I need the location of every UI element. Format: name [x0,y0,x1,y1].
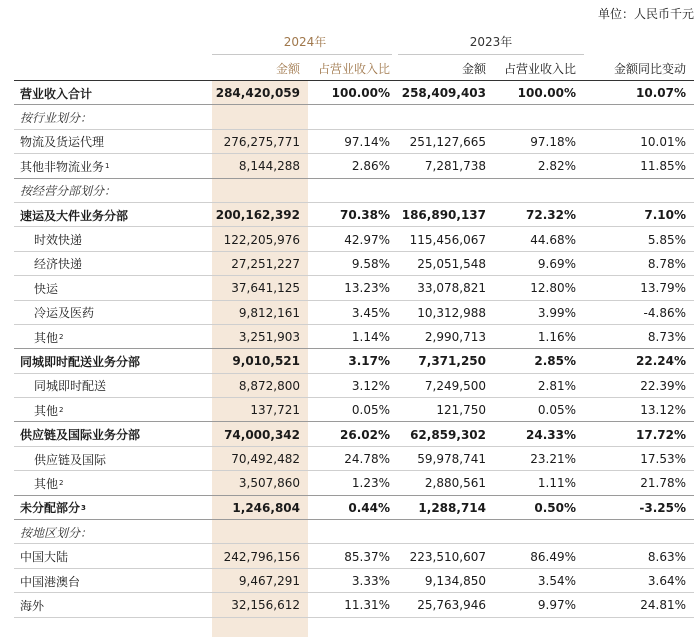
yoy-change-cell: -3.25% [639,500,686,515]
share-2024-cell: 9.58% [351,256,390,271]
table-row [14,154,694,178]
row-label-text: 同城即时配送业务分部 [20,354,141,369]
table-row [14,276,694,300]
share-2023-cell: 24.33% [526,427,576,442]
amount-2024-cell: 3,507,860 [238,476,300,491]
row-label-text: 其他 [34,403,59,418]
table-row [14,374,694,398]
row-label-text: 营业收入合计 [20,86,93,101]
amount-2024-cell: 200,162,392 [215,208,300,223]
share-2024-cell: 0.44% [348,500,390,515]
amount-2024-cell: 9,467,291 [238,574,300,588]
row-label-text: 供应链及国际业务分部 [20,428,141,443]
row-label-text: 时效快递 [34,233,83,248]
row-label [14,203,212,227]
yoy-change-cell: -4.86% [643,305,686,320]
share-2024-cell: 100.00% [331,86,390,101]
row-label [14,544,212,568]
row-label-text: 快运 [34,281,59,296]
amount-2024-cell: 8,144,288 [238,159,300,174]
table-row [14,520,694,544]
table-row [14,569,694,593]
share-2024-cell: 11.31% [344,598,390,613]
amount-2023-cell: 2,880,561 [424,476,486,491]
row-label-text: 其他非物流业务 [20,159,105,174]
yoy-change-cell: 22.39% [640,378,686,393]
row-label [14,105,212,129]
row-label [14,252,212,276]
share-2023-cell: 9.97% [537,598,576,613]
yoy-change-cell [584,105,694,129]
yoy-change-cell: 10.07% [636,86,686,101]
share-2023-cell: 1.11% [537,476,576,491]
table-row [14,447,694,471]
share-2024-cell: 1.23% [351,476,390,491]
amount-2023-cell: 7,281,738 [424,159,486,174]
row-label-text: 经济快递 [34,257,83,272]
row-label-text: 海外 [20,598,45,613]
amount-2023-cell: 2,990,713 [424,330,486,345]
amount-2024-cell: 27,251,227 [231,256,300,271]
yoy-change-cell: 22.24% [636,354,686,369]
amount-2023-cell: 186,890,137 [401,208,486,223]
share-2023-cell: 44.68% [530,232,576,247]
col-header-yoy: 金额同比变动 [613,61,686,76]
amount-2023-cell: 121,750 [436,403,486,418]
table-row [14,398,694,422]
col-header-share-2024: 占营业收入比 [317,61,390,76]
yoy-change-cell: 8.78% [647,256,686,271]
yoy-change-cell: 7.10% [644,208,686,223]
amount-2024-cell [212,179,308,203]
share-2023-cell: 2.82% [537,159,576,174]
amount-2023-cell: 251,127,665 [409,134,486,149]
amount-2024-cell: 9,010,521 [232,354,300,369]
row-label: 其他 2 [34,403,64,418]
table-row [14,105,694,129]
share-2024-cell [308,179,398,203]
amount-2024-cell: 8,872,800 [238,378,300,393]
amount-2023-cell: 33,078,821 [417,281,486,296]
share-2024-cell: 1.14% [351,330,390,345]
share-2024-cell: 97.14% [344,134,390,149]
yoy-change-cell: 10.01% [640,134,686,149]
yoy-change-cell: 13.79% [640,281,686,296]
share-2024-cell [308,520,398,544]
table-row [14,325,694,349]
table-row [14,349,694,373]
row-label: 其他非物流业务 1 [20,159,110,174]
row-label: 未分配部分 3 [20,501,86,516]
amount-2024-cell: 276,275,771 [223,134,300,149]
amount-2023-cell: 115,456,067 [409,232,486,247]
table-row [14,544,694,568]
amount-2024-cell: 74,000,342 [224,427,300,442]
share-2023-cell: 2.85% [534,354,576,369]
yoy-change-cell [584,520,694,544]
table-row [14,203,694,227]
share-2024-cell: 3.17% [348,354,390,369]
amount-2023-cell [398,179,494,203]
table-row [14,593,694,617]
yoy-change-cell: 5.85% [647,232,686,247]
share-2023-cell [494,520,584,544]
year-rule-2024 [212,54,392,55]
amount-2024-cell [212,105,308,129]
table-row [14,81,694,105]
yoy-change-cell: 8.63% [647,549,686,564]
row-label-text: 供应链及国际 [34,452,107,467]
share-2023-cell: 0.05% [537,403,576,418]
yoy-change-cell: 11.85% [640,159,686,174]
amount-2024-cell: 137,721 [250,403,300,418]
row-label [14,81,212,105]
amount-2023-cell: 7,249,500 [424,378,486,393]
share-2024-cell: 85.37% [344,549,390,564]
row-label [14,349,212,373]
table-row [14,496,694,520]
row-label [14,374,212,398]
row-label [14,569,212,593]
table-row [14,471,694,495]
yoy-change-cell: 17.72% [636,427,686,442]
row-label-text: 速运及大件业务分部 [20,208,129,223]
share-2023-cell: 3.54% [537,574,576,588]
yoy-change-cell [584,179,694,203]
table-row [14,130,694,154]
table-body [14,81,694,618]
amount-2023-cell: 7,371,250 [418,354,486,369]
row-label [14,227,212,251]
year-header-2023: 2023年 [469,34,513,49]
table-row [14,301,694,325]
row-label [14,301,212,325]
row-label-text: 中国大陆 [20,550,69,565]
table-row [14,422,694,446]
share-2023-cell: 3.99% [537,305,576,320]
share-2023-cell: 9.69% [537,256,576,271]
share-2024-cell: 42.97% [344,232,390,247]
row-label [14,447,212,471]
row-label [14,130,212,154]
row-label-text: 冷运及医药 [34,306,95,321]
share-2024-cell: 70.38% [340,208,390,223]
amount-2023-cell: 25,051,548 [417,256,486,271]
yoy-change-cell: 17.53% [640,452,686,467]
amount-2024-cell: 9,812,161 [238,305,300,320]
amount-2024-cell: 70,492,482 [231,452,300,467]
row-label [14,422,212,446]
amount-2024-cell: 32,156,612 [231,598,300,613]
amount-2024-cell: 242,796,156 [223,549,300,564]
row-label-text: 物流及货运代理 [20,135,105,150]
row-label-text: 按经营分部划分： [20,184,117,199]
share-2023-cell [494,179,584,203]
amount-2023-cell: 62,859,302 [410,427,486,442]
share-2023-cell: 2.81% [537,378,576,393]
row-label [14,276,212,300]
amount-2023-cell: 258,409,403 [401,86,486,101]
share-2024-cell: 3.33% [351,574,390,588]
amount-2023-cell [398,520,494,544]
row-label-text: 未分配部分 [20,501,81,516]
row-label-text: 其他 [34,330,59,345]
share-2024-cell: 13.23% [344,281,390,296]
share-2023-cell: 100.00% [517,86,576,101]
row-label-text: 其他 [34,476,59,491]
amount-2023-cell: 10,312,988 [417,305,486,320]
share-2023-cell [494,105,584,129]
row-label [14,593,212,617]
year-header-2024: 2024年 [283,34,327,49]
amount-2024-cell: 122,205,976 [223,232,300,247]
share-2024-cell [308,105,398,129]
table-row [14,179,694,203]
share-2023-cell: 72.32% [526,208,576,223]
amount-2023-cell [398,105,494,129]
table-row [14,252,694,276]
col-header-share-2023: 占营业收入比 [503,61,576,76]
row-label-text: 按地区划分： [20,525,93,540]
amount-2024-cell: 3,251,903 [238,330,300,345]
unit-label: 单位：人民币千元 [597,7,694,21]
col-header-amount-2023: 金额 [461,61,486,76]
yoy-change-cell: 8.73% [647,330,686,345]
row-label-text: 按行业划分： [20,111,93,126]
share-2023-cell: 86.49% [530,549,576,564]
row-label: 其他 2 [34,330,64,345]
year-rule-2023 [398,54,584,55]
yoy-change-cell: 21.78% [640,476,686,491]
amount-2023-cell: 223,510,607 [409,549,486,564]
yoy-change-cell: 24.81% [640,598,686,613]
amount-2023-cell: 25,763,946 [417,598,486,613]
share-2024-cell: 26.02% [340,427,390,442]
amount-2024-cell [212,520,308,544]
share-2024-cell: 3.12% [351,378,390,393]
row-label-text: 同城即时配送 [34,379,107,394]
amount-2024-cell: 37,641,125 [231,281,300,296]
amount-2024-cell: 284,420,059 [215,86,300,101]
share-2023-cell: 23.21% [530,452,576,467]
share-2023-cell: 97.18% [530,134,576,149]
row-label [14,179,212,203]
row-label [14,520,212,544]
yoy-change-cell: 13.12% [640,403,686,418]
share-2023-cell: 1.16% [537,330,576,345]
col-header-amount-2024: 金额 [275,61,300,76]
share-2024-cell: 3.45% [351,305,390,320]
yoy-change-cell: 3.64% [647,574,686,588]
share-2024-cell: 0.05% [351,403,390,418]
row-label: 其他 2 [34,476,64,491]
amount-2023-cell: 59,978,741 [417,452,486,467]
amount-2024-cell: 1,246,804 [232,500,300,515]
share-2023-cell: 12.80% [530,281,576,296]
share-2024-cell: 2.86% [351,159,390,174]
share-2023-cell: 0.50% [534,500,576,515]
row-label-text: 中国港澳台 [20,574,81,589]
amount-2023-cell: 1,288,714 [418,500,486,515]
amount-2023-cell: 9,134,850 [424,574,486,588]
share-2024-cell: 24.78% [344,452,390,467]
table-row [14,227,694,251]
